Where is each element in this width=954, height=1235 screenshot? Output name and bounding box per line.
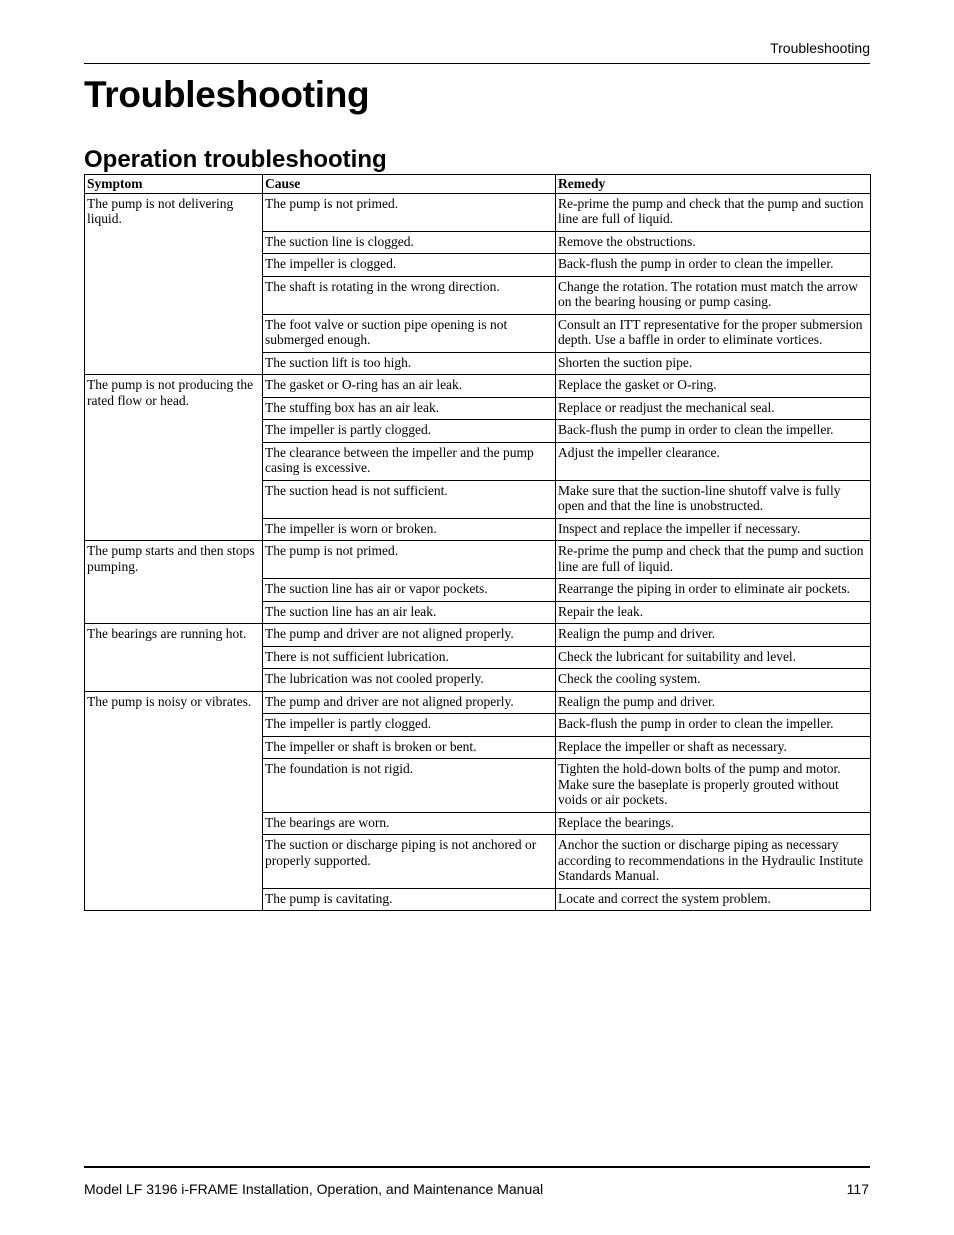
troubleshooting-table bbox=[84, 174, 871, 911]
running-header: Troubleshooting bbox=[770, 40, 870, 56]
remedy-cell: Replace or readjust the mechanical seal. bbox=[556, 397, 871, 420]
remedy-cell: Consult an ITT representative for the proper submersion depth. Use a baffle in order to eliminate vortices. bbox=[556, 314, 871, 352]
footer-rule bbox=[84, 1166, 870, 1168]
remedy-cell: Repair the leak. bbox=[556, 601, 871, 624]
page-title: Troubleshooting bbox=[84, 74, 370, 115]
table-row bbox=[85, 375, 871, 398]
cause-cell: The pump is not primed. bbox=[263, 193, 556, 231]
table-row bbox=[85, 541, 871, 579]
symptom-cell: The pump starts and then stops pumping. bbox=[85, 541, 263, 624]
cause-cell: The impeller is clogged. bbox=[263, 254, 556, 277]
cause-cell: The foot valve or suction pipe opening is not submerged enough. bbox=[263, 314, 556, 352]
column-header-cause: Cause bbox=[263, 175, 556, 194]
cause-cell: The stuffing box has an air leak. bbox=[263, 397, 556, 420]
remedy-cell: Back-flush the pump in order to clean the impeller. bbox=[556, 714, 871, 737]
table-header-row bbox=[85, 175, 871, 194]
cause-cell: The foundation is not rigid. bbox=[263, 759, 556, 813]
remedy-cell: Realign the pump and driver. bbox=[556, 691, 871, 714]
cause-cell: The impeller or shaft is broken or bent. bbox=[263, 736, 556, 759]
remedy-cell: Make sure that the suction-line shutoff valve is fully open and that the line is unobstructed. bbox=[556, 480, 871, 518]
remedy-cell: Replace the bearings. bbox=[556, 812, 871, 835]
cause-cell: The impeller is partly clogged. bbox=[263, 420, 556, 443]
remedy-cell: Replace the gasket or O-ring. bbox=[556, 375, 871, 398]
cause-cell: The suction line is clogged. bbox=[263, 231, 556, 254]
remedy-cell: Check the lubricant for suitability and level. bbox=[556, 646, 871, 669]
symptom-cell: The pump is not delivering liquid. bbox=[85, 193, 263, 375]
remedy-cell: Rearrange the piping in order to eliminate air pockets. bbox=[556, 579, 871, 602]
symptom-cell: The pump is noisy or vibrates. bbox=[85, 691, 263, 911]
remedy-cell: Adjust the impeller clearance. bbox=[556, 442, 871, 480]
footer-manual-title: Model LF 3196 i-FRAME Installation, Operation, and Maintenance Manual bbox=[84, 1181, 544, 1197]
remedy-cell: Locate and correct the system problem. bbox=[556, 888, 871, 911]
cause-cell: The suction line has an air leak. bbox=[263, 601, 556, 624]
remedy-cell: Replace the impeller or shaft as necessary. bbox=[556, 736, 871, 759]
cause-cell: The impeller is partly clogged. bbox=[263, 714, 556, 737]
footer-page-number: 117 bbox=[846, 1181, 869, 1197]
remedy-cell: Inspect and replace the impeller if necessary. bbox=[556, 518, 871, 541]
cause-cell: The suction or discharge piping is not anchored or properly supported. bbox=[263, 835, 556, 889]
remedy-cell: Remove the obstructions. bbox=[556, 231, 871, 254]
remedy-cell: Back-flush the pump in order to clean the impeller. bbox=[556, 420, 871, 443]
cause-cell: There is not sufficient lubrication. bbox=[263, 646, 556, 669]
cause-cell: The suction head is not sufficient. bbox=[263, 480, 556, 518]
table-row bbox=[85, 624, 871, 647]
cause-cell: The lubrication was not cooled properly. bbox=[263, 669, 556, 692]
remedy-cell: Tighten the hold-down bolts of the pump and motor. Make sure the baseplate is properly grouted without voids or air pockets. bbox=[556, 759, 871, 813]
remedy-cell: Realign the pump and driver. bbox=[556, 624, 871, 647]
section-title: Operation troubleshooting bbox=[84, 146, 387, 173]
cause-cell: The shaft is rotating in the wrong direction. bbox=[263, 276, 556, 314]
header-rule bbox=[84, 63, 870, 64]
column-header-remedy: Remedy bbox=[556, 175, 871, 194]
remedy-cell: Check the cooling system. bbox=[556, 669, 871, 692]
remedy-cell: Shorten the suction pipe. bbox=[556, 352, 871, 375]
table-body bbox=[85, 193, 871, 911]
cause-cell: The pump is not primed. bbox=[263, 541, 556, 579]
cause-cell: The suction line has air or vapor pockets. bbox=[263, 579, 556, 602]
remedy-cell: Change the rotation. The rotation must match the arrow on the bearing housing or pump casing. bbox=[556, 276, 871, 314]
symptom-cell: The bearings are running hot. bbox=[85, 624, 263, 692]
cause-cell: The bearings are worn. bbox=[263, 812, 556, 835]
remedy-cell: Re-prime the pump and check that the pump and suction line are full of liquid. bbox=[556, 541, 871, 579]
table-row bbox=[85, 193, 871, 231]
symptom-cell: The pump is not producing the rated flow or head. bbox=[85, 375, 263, 541]
cause-cell: The clearance between the impeller and the pump casing is excessive. bbox=[263, 442, 556, 480]
cause-cell: The gasket or O-ring has an air leak. bbox=[263, 375, 556, 398]
remedy-cell: Anchor the suction or discharge piping as necessary according to recommendations in the Hydraulic Institute Standards Manual. bbox=[556, 835, 871, 889]
cause-cell: The pump is cavitating. bbox=[263, 888, 556, 911]
remedy-cell: Back-flush the pump in order to clean the impeller. bbox=[556, 254, 871, 277]
cause-cell: The pump and driver are not aligned properly. bbox=[263, 624, 556, 647]
cause-cell: The suction lift is too high. bbox=[263, 352, 556, 375]
table-row bbox=[85, 691, 871, 714]
remedy-cell: Re-prime the pump and check that the pump and suction line are full of liquid. bbox=[556, 193, 871, 231]
cause-cell: The pump and driver are not aligned properly. bbox=[263, 691, 556, 714]
column-header-symptom: Symptom bbox=[85, 175, 263, 194]
cause-cell: The impeller is worn or broken. bbox=[263, 518, 556, 541]
